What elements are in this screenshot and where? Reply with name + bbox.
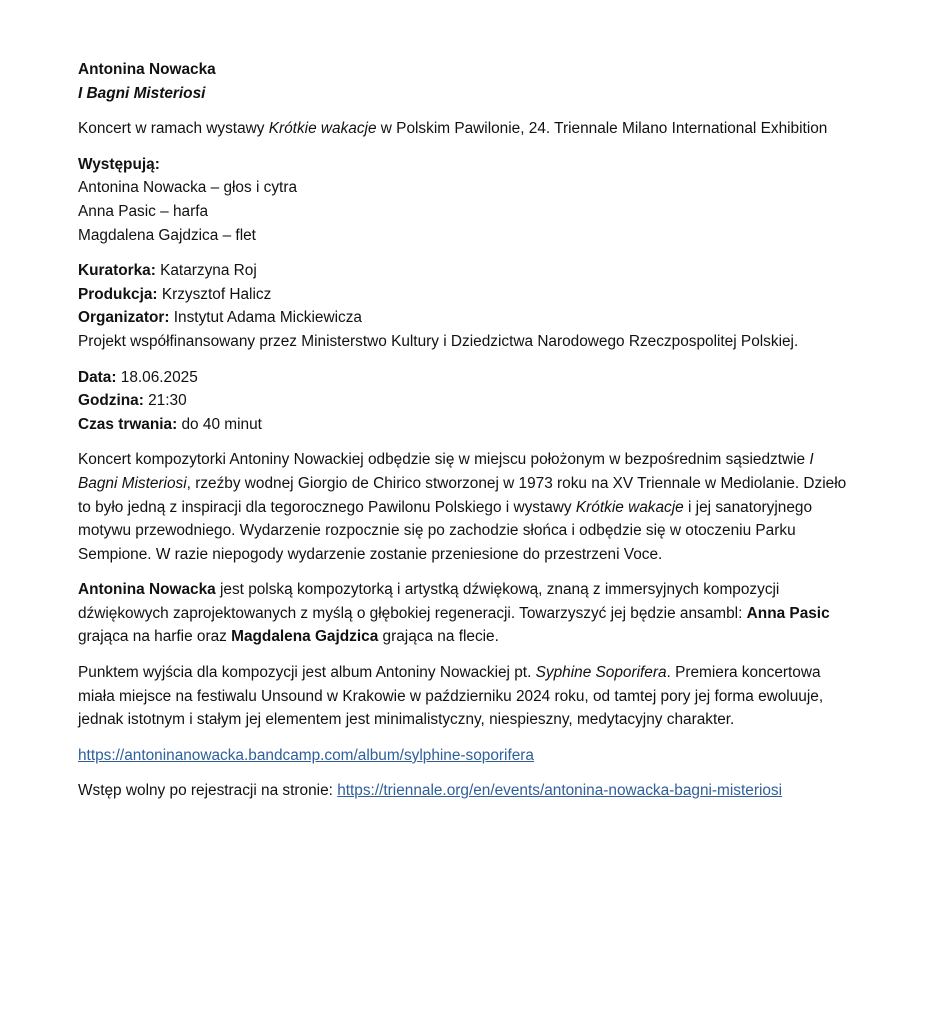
performer-item: Anna Pasic – harfa xyxy=(78,202,209,220)
registration-text: Wstęp wolny po rejestracji na stronie: xyxy=(78,782,338,800)
performers-heading: Występują: xyxy=(78,155,160,173)
bandcamp-link[interactable]: https://antoninanowacka.bandcamp.com/album/sylphine-soporifera xyxy=(78,746,534,764)
performer-item: Magdalena Gajdzica – flet xyxy=(78,226,256,244)
author-name: Antonina Nowacka xyxy=(78,61,216,78)
exhibition-title: Krótkie wakacje xyxy=(268,120,377,138)
event-title: I Bagni Misteriosi xyxy=(78,84,206,102)
bandcamp-paragraph xyxy=(78,744,848,768)
document-body xyxy=(78,58,848,815)
event-info-block xyxy=(78,366,848,437)
performer-item: Antonina Nowacka – głos i cytra xyxy=(78,179,298,197)
description-paragraph-2: Antonina Nowacka jest polską kompozytorką i artystką dźwiękową, znaną z immersyjnych kompozycji dźwiękowych zaprojektowanych z myślą o głębokiej regeneracji. Towarzyszyć jej będzie ansambl: Anna Pasic grająca na harfie oraz Magdalena Gajdzica grająca na flecie. xyxy=(78,581,830,646)
registration-paragraph xyxy=(78,779,848,803)
description-paragraph-3: Punktem wyjścia dla kompozycji jest album Antoniny Nowackiej pt. Syphine Soporifera. Premiera koncertowa miała miejsce na festiwalu Unsound w Krakowie w październiku 2024 roku, od tamtej pory jej forma ewoluuje, jednak istotnym i stałym jej elementem jest minimalistyczny, niespieszny, medytacyjny charakter. xyxy=(78,664,824,729)
description-paragraph-1: Koncert kompozytorki Antoniny Nowackiej odbędzie się w miejscu położonym w bezpośrednim sąsiedztwie I Bagni Misteriosi, rzeźby wodnej Giorgio de Chirico stworzonej w 1973 roku na XV Triennale w Mediolanie. Dzieło to było jedną z inspiracji dla tegorocznego Pawilonu Polskiego i wystawy Krótkie wakacje i jej sanatoryjnego motywu przewodniego. Wydarzenie rozpocznie się po zachodzie słońca i odbędzie się w otoczeniu Parku Sempione. W razie niepogody wydarzenie zostanie przeniesione do przestrzeni Voce. xyxy=(78,451,847,563)
curator-line: Kuratorka: Katarzyna Roj xyxy=(78,262,257,280)
intro-paragraph: Koncert w ramach wystawy Krótkie wakacje w Polskim Pawilonie, 24. Triennale Milano International Exhibition xyxy=(78,120,828,138)
performers-block xyxy=(78,153,848,247)
registration-link[interactable]: https://triennale.org/en/events/antonina-nowacka-bagni-misteriosi xyxy=(337,782,783,800)
funding-note: Projekt współfinansowany przez Ministerstwo Kultury i Dziedzictwa Narodowego Rzeczpospolitej Polskiej. xyxy=(78,332,799,350)
time-line: Godzina: 21:30 xyxy=(78,392,187,410)
credits-block xyxy=(78,259,848,353)
production-line: Produkcja: Krzysztof Halicz xyxy=(78,285,272,303)
duration-line: Czas trwania: do 40 minut xyxy=(78,415,262,433)
organizer-line: Organizator: Instytut Adama Mickiewicza xyxy=(78,309,362,327)
date-line: Data: 18.06.2025 xyxy=(78,368,198,386)
header-block xyxy=(78,58,848,105)
